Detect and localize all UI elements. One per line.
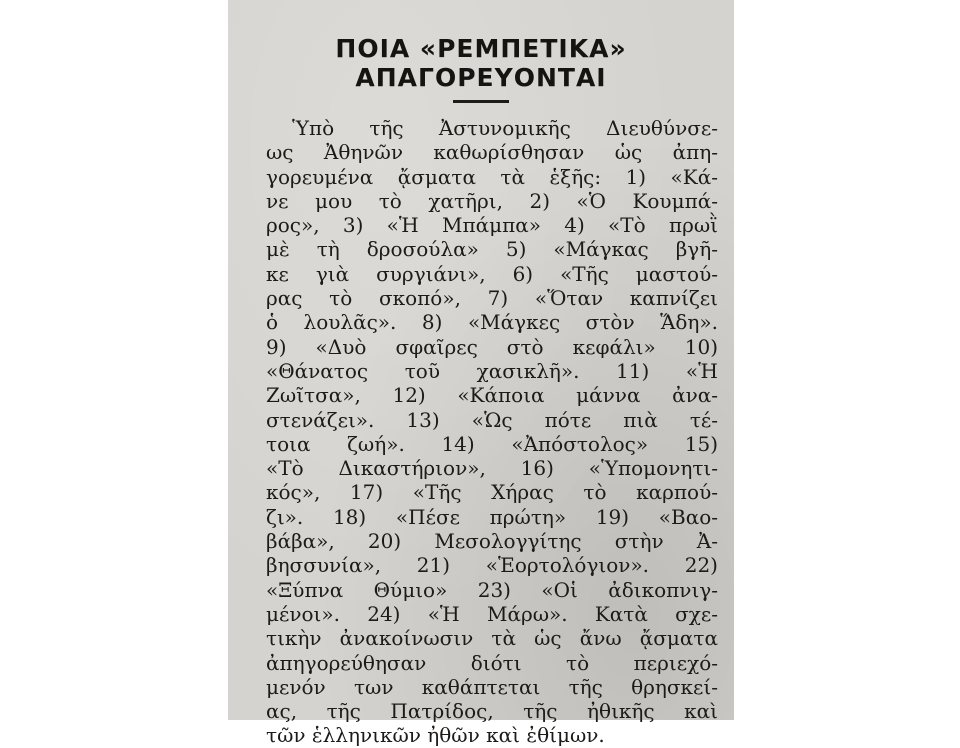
article-line: «Θάνατος τοῦ χασικλῆ». 11) «Ἡ	[266, 358, 718, 383]
article-line: ζι». 18) «Πέσε πρώτη» 19) «Βαο-	[266, 504, 718, 529]
headline-line-2: ΑΠΑΓΟΡΕΥΟΝΤΑΙ	[355, 63, 607, 92]
article-line: μένοι». 24) «Ἡ Μάρω». Κατὰ σχε-	[266, 601, 718, 626]
newspaper-clipping	[228, 0, 734, 748]
article-line: γορευμένα ᾄσματα τὰ ἑξῆς: 1) «Κά-	[266, 164, 718, 189]
article-line: βησσυνία», 21) «Ἑορτολόγιον». 22)	[266, 553, 718, 578]
article-line: στενάζει». 13) «Ὡς πότε πιὰ τέ-	[266, 407, 718, 432]
article-line: Ζωῖτσα», 12) «Κάποια μάννα ἀνα-	[266, 383, 718, 408]
article-line: ἀπηγορεύθησαν διότι τὸ περιεχό-	[266, 650, 718, 675]
article-line: νε μου τὸ χατῆρι, 2) «Ὁ Κουμπά-	[266, 188, 718, 213]
article-line: 9) «Δυὸ σφαῖρες στὸ κεφάλι» 10)	[266, 334, 718, 359]
headline-divider	[453, 100, 509, 103]
article-line: βάβα», 20) Μεσολογγίτης στὴν Ἀ-	[266, 529, 718, 554]
article-line: Ὑπὸ τῆς Ἀστυνομικῆς Διευθύνσε-	[292, 116, 718, 140]
article-body	[266, 116, 718, 748]
article-line: τοια ζωή». 14) «Ἀπόστολος» 15)	[266, 431, 718, 456]
article-line: «Ξύπνα Θύμιο» 23) «Οἱ ἀδικοπνιγ-	[266, 577, 718, 602]
article-line: ρος», 3) «Ἡ Μπάμπα» 4) «Τὸ πρωῒ	[266, 213, 718, 238]
article-line: κός», 17) «Τῆς Χήρας τὸ καρπού-	[266, 480, 718, 505]
article-line: τικὴν ἀνακοίνωσιν τὰ ὡς ἄνω ᾄσματα	[266, 626, 718, 651]
article-line: ας, τῆς Πατρίδος, τῆς ἠθικῆς καὶ	[266, 699, 718, 724]
article-line: μενόν των καθάπτεται τῆς θρησκεί-	[266, 674, 718, 699]
article-line: ρας τὸ σκοπό», 7) «Ὅταν καπνίζει	[266, 286, 718, 311]
article-line: ὁ λουλᾶς». 8) «Μάγκες στὸν Ἅδη».	[266, 310, 718, 335]
article-line: κε γιὰ συργιάνι», 6) «Τῆς μαστού-	[266, 261, 718, 286]
article-line: ως Ἀθηνῶν καθωρίσθησαν ὡς ἀπη-	[266, 140, 718, 165]
headline-line-1: ΠΟΙΑ «ΡΕΜΠΕΤΙΚΑ»	[335, 34, 627, 63]
article-line: μὲ τὴ δροσούλα» 5) «Μάγκας βγῆ-	[266, 237, 718, 262]
article-line: τῶν ἑλληνικῶν ἠθῶν καὶ ἐθίμων.	[266, 723, 605, 748]
article-line: «Τὸ Δικαστήριον», 16) «Ὑπομονητι-	[266, 456, 718, 481]
